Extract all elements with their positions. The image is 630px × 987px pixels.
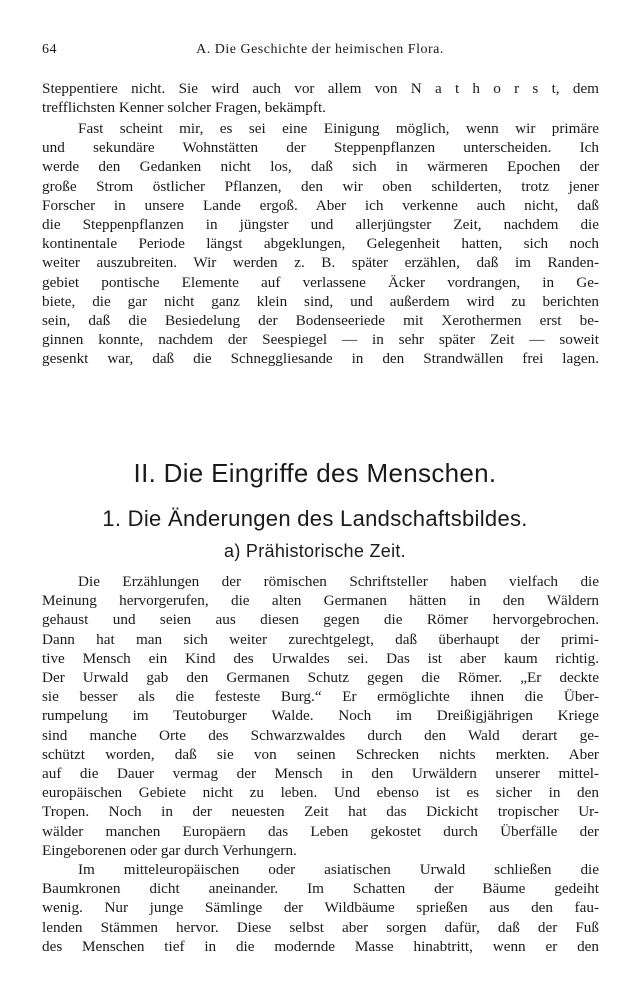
chapter-heading: II. Die Eingriffe des Menschen.	[133, 458, 497, 488]
running-head	[42, 42, 598, 62]
text-line: ginnen konnte, nachdem der Seespiegel — in sehr später Zeit — soweit	[42, 331, 599, 349]
text-line: gebiet pontische Elemente auf verlassene Äcker vordrangen, in Ge-	[42, 273, 599, 291]
text-line: Fast scheint mir, es sei eine Einigung möglich, wenn wir primäre	[78, 120, 599, 137]
text-line: Baumkronen dicht aneinander. Im Schatten der Bäume gedeiht	[42, 880, 599, 898]
text-line: Die Erzählungen der römischen Schriftsteller haben vielfach die	[78, 573, 599, 590]
text-line: kontinentale Periode längst abgeklungen, Gelegenheit hatten, sich noch	[42, 235, 599, 253]
paragraph-urwald	[42, 572, 599, 860]
text-line: die Steppenpflanzen in jüngster und allerjüngster Zeit, nachdem die	[42, 216, 599, 234]
text-line: rumpelung im Teutoburger Walde. Noch im Dreißigjährigen Kriege	[42, 707, 599, 725]
text-line: europäischen Gebiete nicht zu leben. Und ebenso ist es sicher in den	[42, 784, 599, 802]
text-line: Tropen. Noch in der neuesten Zeit hat das Dickicht tropischer Ur-	[42, 803, 599, 821]
text-line: Der Urwald gab den Germanen Schutz gegen die Römer. „Er deckte	[42, 669, 599, 687]
paragraph-einigung	[42, 119, 599, 369]
text-line: trefflichsten Kenner solcher Fragen, bekämpft.	[42, 99, 326, 117]
text-line: weiter auszubreiten. Wir werden z. B. später erzählen, daß im Randen-	[42, 254, 599, 272]
text-line: biete, die gar nicht ganz klein sind, und außerdem wird zu berichten	[42, 292, 599, 310]
text-line: Steppentiere nicht. Sie wird auch vor allem von N a t h o r s t, dem	[42, 80, 599, 97]
text-line: Forscher in unsere Lande ergoß. Aber ich verkenne auch nicht, daß	[42, 196, 599, 214]
text-line: und sekundäre Wohnstätten der Steppenpflanzen unterscheiden. Ich	[42, 139, 599, 157]
text-line: Meinung hervorgerufen, die alten Germanen hätten in den Wäldern	[42, 592, 599, 610]
text-line: Eingeborenen oder gar durch Verhungern.	[42, 841, 297, 859]
text-line: wenig. Nur junge Sämlinge der Wildbäume sprießen aus den fau-	[42, 899, 599, 917]
text-line: werde den Gedanken nicht los, daß sich in wärmeren Epochen der	[42, 158, 599, 176]
text-line: sie besser als die festeste Burg.“ Er ermöglichte ihnen die Über-	[42, 688, 599, 706]
subsection-heading: a) Prähistorische Zeit.	[224, 541, 406, 561]
text-line: auf die Dauer vermag der Mensch in den Urwäldern unserer mittel-	[42, 765, 599, 783]
text-line: schützt worden, daß sie von seinen Schrecken nichts merkten. Aber	[42, 745, 599, 763]
paragraph-continued	[42, 79, 599, 117]
text-line: sein, daß die Besiedelung der Bodenseeriede mit Xerothermen erst be-	[42, 312, 599, 330]
text-line: tive Mensch ein Kind des Urwaldes sei. Das ist aber kaum richtig.	[42, 649, 599, 667]
text-line: Im mitteleuropäischen oder asiatischen Urwald schließen die	[78, 861, 599, 878]
text-line: gehaust und seien aus diesen gegen die Römer hervorgebrochen.	[42, 611, 599, 629]
text-line: des Menschen tief in die modernde Masse hinabtritt, wenn er den	[42, 937, 599, 955]
text-line: Dann hat man sich weiter zurechtgelegt, daß überhaupt der primi-	[42, 630, 599, 648]
running-title: A. Die Geschichte der heimischen Flora.	[196, 42, 444, 57]
paragraph-baumkronen	[42, 860, 599, 956]
section-heading: 1. Die Änderungen des Landschaftsbildes.	[102, 506, 528, 531]
text-line: lenden Stämmen hervor. Diese selbst aber sorgen dafür, daß der Fuß	[42, 918, 599, 936]
text-line: sind manche Orte des Schwarzwaldes durch den Wald derart ge-	[42, 726, 599, 744]
page-number: 64	[42, 42, 57, 57]
text-line: große Strom östlicher Pflanzen, den wir oben schilderten, trotz jener	[42, 177, 599, 195]
text-line: gesenkt war, daß die Schneggliesande in den Strandwällen frei lagen.	[42, 350, 599, 368]
text-line: wälder manchen Europäern das Leben gekostet durch Überfälle der	[42, 822, 599, 840]
